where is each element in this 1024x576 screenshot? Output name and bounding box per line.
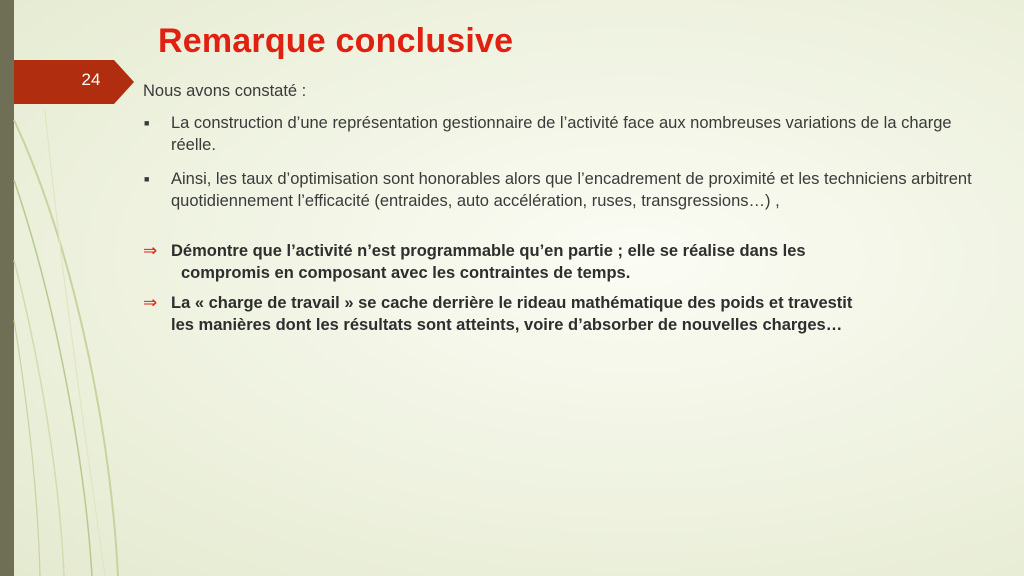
conclusion-item [143, 292, 993, 336]
bullet-text: La construction d’une représentation gestionnaire de l’activité face aux nombreuses variations de la charge réelle. [171, 114, 952, 154]
implies-arrow-icon: ⇒ [143, 293, 158, 312]
square-bullet-icon: ■ [144, 174, 150, 184]
square-bullet-icon: ■ [144, 118, 150, 128]
slide-title: Remarque conclusive [158, 22, 514, 60]
intro-text: Nous avons constaté : [143, 82, 307, 100]
conclusion-line: compromis en composant avec les contraintes de temps. [181, 264, 631, 282]
bullet-item [143, 112, 993, 156]
bullet-text: Ainsi, les taux d’optimisation sont honorables alors que l’encadrement de proximité et les techniciens arbitrent quotidiennement l’efficacité (entraides, auto accélération, ruses, transgressions…) , [171, 170, 972, 210]
conclusion-item [143, 240, 993, 284]
bullet-item [143, 168, 993, 212]
page-number: 24 [81, 70, 101, 89]
implies-arrow-icon: ⇒ [143, 241, 158, 260]
conclusion-line: Démontre que l’activité n’est programmable qu’en partie ; elle se réalise dans les [171, 242, 806, 260]
conclusion-line: les manières dont les résultats sont atteints, voire d’absorber de nouvelles charges… [171, 316, 843, 334]
conclusion-line: La « charge de travail » se cache derrière le rideau mathématique des poids et travestit [171, 294, 853, 312]
slide-content [143, 80, 993, 344]
conclusions-list [143, 240, 993, 336]
